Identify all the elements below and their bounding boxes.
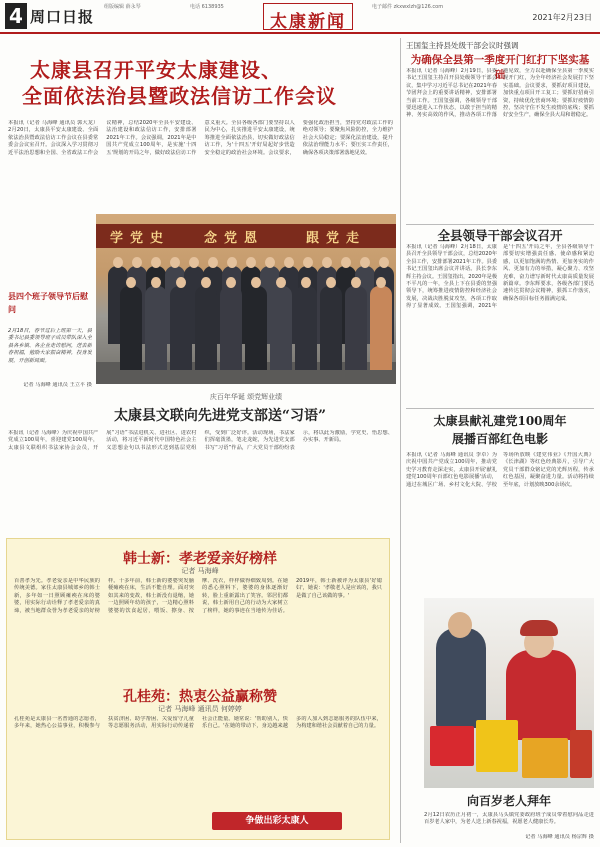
paper-name: 周口日报 bbox=[30, 8, 95, 26]
person-head bbox=[326, 277, 336, 288]
person-head bbox=[226, 277, 236, 288]
banner-char: 恩 bbox=[244, 231, 258, 246]
kong-body: 孔桂苑是太康县一名普通的志愿者，多年来，她热心公益事业，积极参与扶贫济困、助学帮困、关爱留守儿童等志愿服务活动，用实际行动传递着社会正能量。她常说：'帮助别人，快乐自己。'在她的带动下，身边越来越多的人加入到志愿服务的队伍中来，为构建和谐社会贡献着自己的力量。 bbox=[14, 716, 382, 730]
person-head bbox=[151, 257, 161, 268]
right-divider-1 bbox=[406, 224, 594, 225]
person-head bbox=[360, 257, 370, 268]
person-front-row bbox=[345, 286, 367, 370]
section-title: 太康新闻 bbox=[270, 12, 346, 32]
person-head bbox=[322, 257, 332, 268]
person-head bbox=[303, 257, 313, 268]
wenlian-body: 本报讯（记者 马海峰）为庆祝中国共产党成立100周年，喜迎建党100周年，太康县文联组织书法家协会会员，开展“习语”书法进机关、进社区、进农村活动，将习近平新时代中国特色社会主义思想金句以书法形式送到基层党组织，受到广泛好评。活动现场，书法家们挥毫泼墨，笔走龙蛇，为先进党支部书写“习语”作品，广大党员干部纷纷表示，将以此为激励，学党史、悟思想、办实事、开新局。 bbox=[8, 430, 393, 451]
banner-char: 走 bbox=[346, 231, 360, 246]
person-front-row bbox=[220, 286, 242, 370]
person-head bbox=[170, 257, 180, 268]
person-front-row bbox=[320, 286, 342, 370]
person-head bbox=[132, 257, 142, 268]
banner-char: 念 bbox=[204, 231, 218, 246]
right-top-kicker: 王国玺主持县处级干部会议时强调 bbox=[406, 41, 519, 50]
phone-line: 电话 6138935 bbox=[190, 4, 224, 10]
person-head bbox=[201, 277, 211, 288]
banner-char: 跟 bbox=[306, 231, 320, 246]
photo-caption-title: 县四个班子领导节后慰问 bbox=[8, 291, 88, 314]
person-head bbox=[301, 277, 311, 288]
editor-credit: 组版编辑 薛永琴 bbox=[104, 4, 141, 10]
kong-byline: 记者 马海峰 通讯员 何婷婷 bbox=[158, 705, 242, 713]
elder-caption-title: 向百岁老人拜年 bbox=[466, 794, 551, 808]
photo-banner bbox=[96, 224, 396, 248]
visitor-head bbox=[448, 612, 472, 638]
group-photo bbox=[96, 214, 396, 384]
person-head bbox=[265, 257, 275, 268]
person-head bbox=[189, 257, 199, 268]
wenlian-kicker: 庆百年华诞 颂党辉业绩 bbox=[209, 393, 283, 401]
person-head bbox=[284, 257, 294, 268]
email-line: 电子邮件 zkxwxlzh@126.com bbox=[372, 4, 444, 10]
elder-caption-credit: 记者 马海峰 通讯员 杨宗辉 摄 bbox=[525, 834, 594, 840]
section-label-box bbox=[263, 3, 353, 30]
visitor-figure bbox=[436, 628, 486, 728]
person-head bbox=[126, 277, 136, 288]
person-head bbox=[379, 257, 389, 268]
lead-headline-line2: 全面依法治县暨政法信访工作会议 bbox=[22, 84, 337, 108]
person-front-row bbox=[270, 286, 292, 370]
person-head bbox=[246, 257, 256, 268]
photo-caption bbox=[8, 290, 92, 390]
banner-char: 党 bbox=[224, 231, 238, 246]
person-head bbox=[151, 277, 161, 288]
right-mid-title: 全县领导干部会议召开 bbox=[437, 228, 563, 243]
gift-box-orange bbox=[522, 738, 568, 778]
gift-title-line1: 太康县献礼建党100周年 bbox=[433, 414, 567, 428]
lead-headline-line1: 太康县召开平安太康建设、 bbox=[30, 58, 282, 82]
gift-title-line2: 展播百部红色电影 bbox=[451, 432, 548, 446]
person-front-row bbox=[245, 286, 267, 370]
person-head bbox=[208, 257, 218, 268]
page-number: 4 bbox=[5, 3, 27, 29]
kong-title: 孔桂苑：热衷公益赢称赞 bbox=[123, 689, 277, 705]
person-front-row bbox=[295, 286, 317, 370]
issue-date: 2021年2月23日 bbox=[532, 13, 592, 22]
person-head bbox=[276, 277, 286, 288]
banner-char: 党 bbox=[326, 231, 340, 246]
person-front-row bbox=[370, 286, 392, 370]
person-head bbox=[351, 277, 361, 288]
person-front-row bbox=[120, 286, 142, 370]
person-head bbox=[251, 277, 261, 288]
masthead bbox=[0, 0, 600, 34]
promo-text: 争做出彩太康人 bbox=[245, 816, 309, 826]
banner-char: 学 bbox=[110, 231, 124, 246]
banner-char: 党 bbox=[130, 231, 144, 246]
photo-caption-body: 2月18日，春节过后上班第一天，县委书记县委领导班子成员带队深入全县各乡镇、各企业走访慰问，送去新春祝福，勉励大家振奋精神，投身发展，开创新局面。 bbox=[8, 328, 92, 364]
person-head bbox=[113, 257, 123, 268]
right-mid-body: 本报讯（记者 马海峰）2月18日，太康县召开全县领导干部会议，总结2020年全县工作，安排部署2021年工作。县委书记王国玺出席会议并讲话。县长李东辉主持会议。王国玺指出，2020年是极不平凡的一年，全县上下在县委的坚强领导下，统筹推进疫情防控和经济社会发展，决战决胜脱贫攻坚，各项工作取得了显著成效。王国玺强调，2021年是'十四五'开局之年，全县各级领导干部要切实增强责任感、使命感和紧迫感，以更加饱满的热情、更加务实的作风、更加有力的举措，凝心聚力、攻坚克难，奋力谱写新时代太康高质量发展新篇章。李东辉要求，各级各部门要迅速传达贯彻会议精神，狠抓工作落实，确保各项目标任务圆满完成。 bbox=[406, 244, 594, 310]
person-head bbox=[227, 257, 237, 268]
gift-body: 本报讯（记者 马海峰 通讯员 李卓）为庆祝中国共产党成立100周年，推动党史学习教育走深走实，太康县开展'献礼建党100周年百部红色电影展播'活动，通过在城区广场、乡村文化大院、学校等场所放映《建党伟业》《开国大典》《长津湖》等红色经典影片，引导广大党员干部群众铭记党的光辉历程，传承红色基因，凝聚奋进力量。活动将持续至年底，计划放映300余场次。 bbox=[406, 452, 594, 488]
gift-box-small bbox=[570, 730, 592, 778]
column-divider bbox=[400, 38, 401, 843]
elder-hat bbox=[520, 620, 558, 636]
han-byline: 记者 马海峰 bbox=[181, 567, 219, 575]
person-front-row bbox=[170, 286, 192, 370]
right-top-body: 本报讯（记者 马海峰）2月19日，县委书记王国玺主持召开县处级领导干部会议，集中学习习近平总书记在2021年春节团拜会上的重要讲话精神，安排部署当前工作。王国玺强调，各级领导干部要迅速进入工作状态，以敢于担当的精神、务实高效的作风，推动各项工作落地见效，全力以赴确保全县第一季度实现开门红，为全年经济社会发展打下坚实基础。会议要求，要抓好项目建设，加快重点项目开工复工；要抓好招商引资，持续优化营商环境；要抓好疫情防控，坚决守住不发生疫情的底线；要抓好安全生产，确保全县大局和谐稳定。 bbox=[406, 68, 594, 119]
right-top-title: 为确保全县第一季度开门红打下坚实基础 bbox=[410, 54, 590, 81]
banner-char: 史 bbox=[150, 231, 164, 246]
han-body: 百善孝为先。孝老爱亲是中华民族的传统美德。家住太康县城郊乡的韩士新，多年如一日照顾瘫痪在床的婆婆，用实际行动诠释了孝老爱亲的真谛，被当地群众誉为孝老爱亲的好榜样。十多年前，韩士新的婆婆突发脑梗瘫痪在床，生活不能自理。面对突如其来的变故，韩士新没有退缩，她一边照顾年幼的孩子，一边精心照料婆婆的饮食起居，喂饭、擦身、按摩、洗衣，样样做得细致周到。在她的悉心照料下，婆婆的身体逐渐好转，脸上重新露出了笑容。邻居们都说，韩士新用自己的行动为大家树立了榜样，她的事迹在当地传为佳话。2019年，韩士新被评为太康县'好媳妇'，她说：'孝敬老人是应该的，我只是做了自己该做的事。' bbox=[14, 578, 382, 614]
photo-caption-credit: 记者 马海峰 通讯员 王立平 摄 bbox=[23, 382, 92, 388]
wenlian-title: 太康县文联向先进党支部送“习语” bbox=[113, 408, 327, 424]
person-head bbox=[176, 277, 186, 288]
person-front-row bbox=[195, 286, 217, 370]
gift-box-red bbox=[430, 726, 474, 766]
person-head bbox=[341, 257, 351, 268]
person-head bbox=[376, 277, 386, 288]
lead-article-body: 本报讯（记者 马海峰 通讯员 郭大龙）2月20日，太康县平安太康建设、全面依法治县暨政法信访工作会议在县委常委会会议室召开。会议深入学习贯彻习近平法治思想和全国、全省政法工作会议精神，总结2020年全县平安建设、法治建设和政法信访工作，安排部署2021年工作。会议强调，2021年是中国共产党成立100周年，是实施'十四五'规划的开局之年，做好政法信访工作意义重大。全县各级各部门要坚持以人民为中心，扎实推进平安太康建设，统筹推进全面依法治县，切实做好政法信访工作，为'十四五'开好局起好步营造安全稳定的政治社会环境。会议要求，要强化政治担当，坚持党对政法工作的绝对领导；要聚焦风险防控，全力维护社会大局稳定；要深化法治建设，提升依法治理能力水平；要压实工作责任，确保各项决策部署落地见效。 bbox=[8, 120, 393, 156]
han-title: 韩士新：孝老爱亲好榜样 bbox=[123, 551, 277, 567]
person-front-row bbox=[145, 286, 167, 370]
promo-banner bbox=[212, 812, 342, 830]
gift-box-yellow bbox=[476, 720, 518, 772]
elder-caption-body: 2月12日农历正月初一，太康县马头镇党委政府班子成员带着慰问品走进百岁老人家中，为老人送上新春祝福，祝愿老人健康长寿。 bbox=[424, 812, 594, 826]
elder-photo bbox=[424, 598, 594, 788]
right-divider-2 bbox=[406, 408, 594, 409]
